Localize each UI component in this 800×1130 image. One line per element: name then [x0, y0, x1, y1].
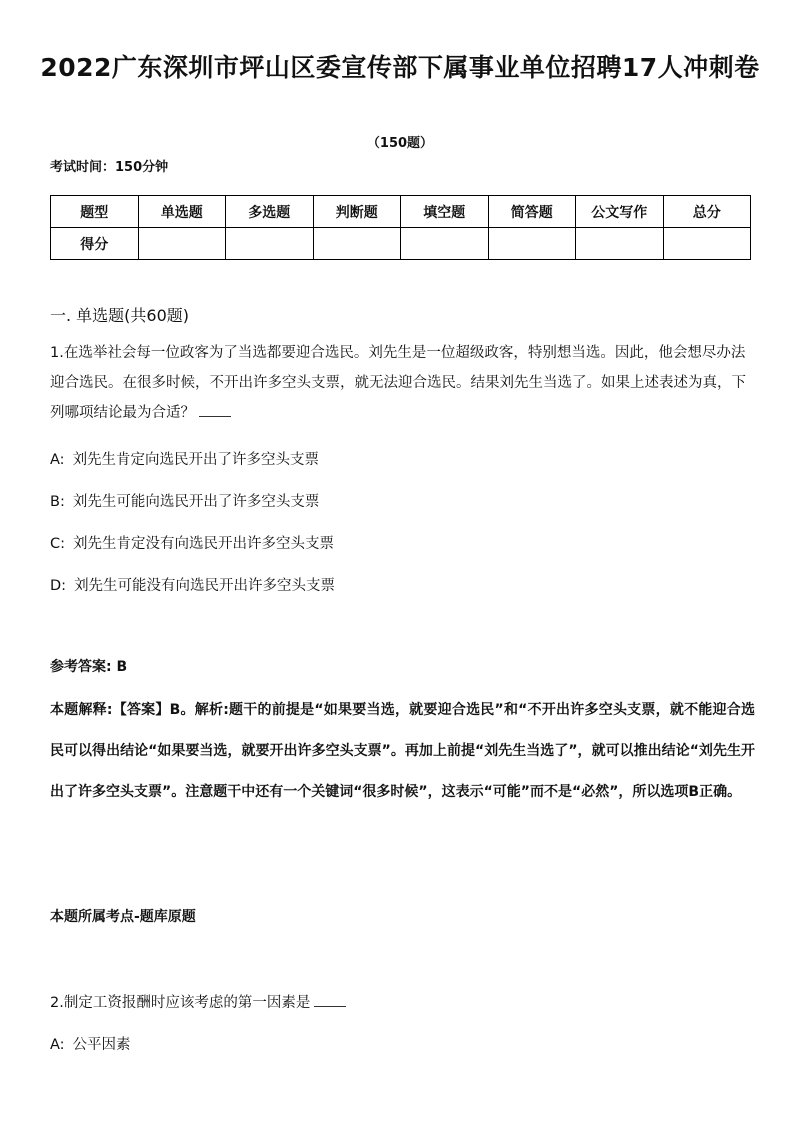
option-text: 刘先生肯定向选民开出了许多空头支票 — [72, 452, 320, 468]
score-cell — [226, 228, 314, 260]
question-1-option-b — [50, 490, 319, 511]
score-table-score-row — [51, 228, 751, 260]
score-table-header: 总分 — [663, 196, 751, 228]
score-table-header: 多选题 — [226, 196, 314, 228]
option-letter: C: — [50, 536, 66, 552]
score-row-label: 得分 — [51, 228, 139, 260]
score-table-header: 公文写作 — [576, 196, 664, 228]
question-1-option-c — [50, 532, 334, 553]
score-table-header: 题型 — [51, 196, 139, 228]
reference-answer: 参考答案: B — [50, 659, 128, 675]
knowledge-point: 本题所属考点-题库原题 — [50, 909, 196, 925]
score-cell — [401, 228, 489, 260]
question-1-stem — [50, 338, 755, 428]
question-2-stem — [50, 991, 346, 1012]
answer-explanation: 本题解释:【答案】B。解析:题干的前提是“如果要当选，就要迎合选民”和“不开出许多空头支票，就不能迎合选民可以得出结论“如果要当选，就要开出许多空头支票”。再加上前提“刘先生当选了”，就可以推出结论“刘先生开出了许多空头支票”。注意题干中还有一个关键词“很多时候”，这表示“可能”而不是“必然”，所以选项B正确。 — [50, 702, 755, 800]
score-cell — [313, 228, 401, 260]
question-1-option-d — [50, 574, 335, 595]
answer-blank — [199, 402, 231, 417]
section-title: 一. 单选题(共60题) — [50, 306, 190, 325]
score-table-header: 判断题 — [313, 196, 401, 228]
score-table — [50, 195, 751, 260]
question-1-option-a — [50, 448, 319, 469]
score-table-header: 填空题 — [401, 196, 489, 228]
answer-blank — [314, 992, 346, 1007]
question-2-text: 2.制定工资报酬时应该考虑的第一因素是 — [50, 995, 311, 1011]
question-count: （150题） — [366, 136, 434, 151]
score-table-header: 单选题 — [138, 196, 226, 228]
question-1-text: 1.在选举社会每一位政客为了当选都要迎合选民。刘先生是一位超级政客，特别想当选。因此，他会想尽办法迎合选民。在很多时候，不开出许多空头支票，就无法迎合选民。结果刘先生当选了。如果上述表述为真，下列哪项结论最为合适？ — [50, 345, 746, 421]
score-cell — [663, 228, 751, 260]
option-text: 刘先生肯定没有向选民开出许多空头支票 — [73, 536, 335, 552]
option-text: 公平因素 — [72, 1037, 131, 1053]
score-cell — [138, 228, 226, 260]
option-letter: A: — [50, 1037, 65, 1053]
page-title: 2022广东深圳市坪山区委宣传部下属事业单位招聘17人冲刺卷 — [40, 53, 760, 82]
score-table-header: 简答题 — [488, 196, 576, 228]
question-2-option-a — [50, 1033, 131, 1054]
score-cell — [488, 228, 576, 260]
option-letter: A: — [50, 452, 65, 468]
score-cell — [576, 228, 664, 260]
option-text: 刘先生可能向选民开出了许多空头支票 — [72, 494, 320, 510]
option-letter: B: — [50, 494, 65, 510]
option-text: 刘先生可能没有向选民开出许多空头支票 — [74, 578, 336, 594]
option-letter: D: — [50, 578, 67, 594]
exam-time: 考试时间：150分钟 — [50, 160, 169, 175]
score-table-header-row — [51, 196, 751, 228]
